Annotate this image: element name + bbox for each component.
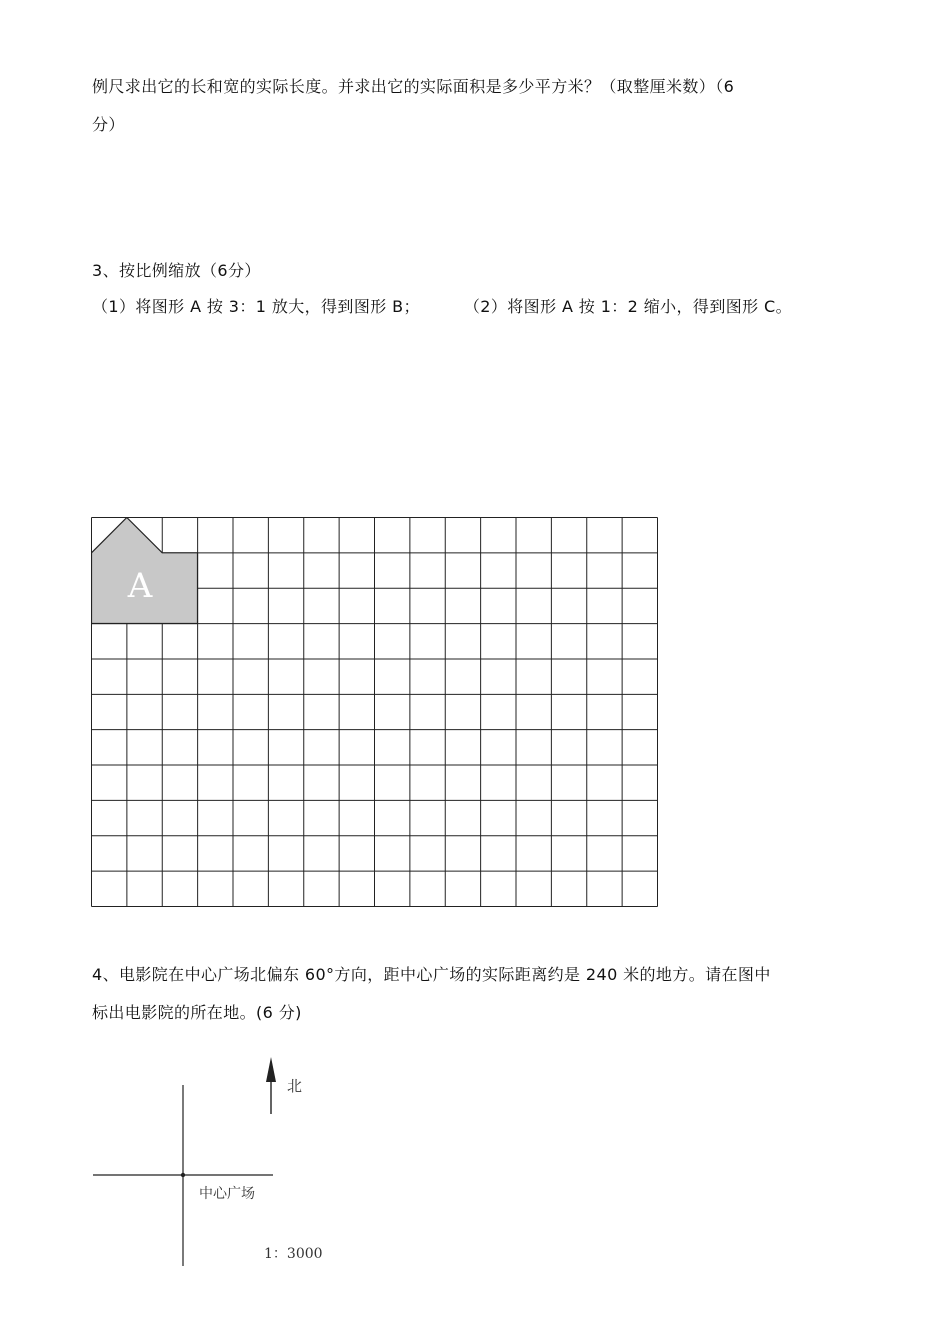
question-3-part-1: （1）将图形 A 按 3：1 放大，得到图形 B； xyxy=(92,297,420,316)
center-point xyxy=(181,1173,185,1177)
question-text-line-1: 例尺求出它的长和宽的实际长度。并求出它的实际面积是多少平方米？（取整厘米数）（6 xyxy=(92,77,735,96)
compass-figure xyxy=(90,1052,350,1272)
north-label: 北 xyxy=(287,1077,303,1095)
question-4-text-line-2: 标出电影院的所在地。(6 分) xyxy=(92,1003,302,1022)
scaling-grid xyxy=(91,517,659,908)
question-4-text-line-1: 4、电影院在中心广场北偏东 60°方向，距中心广场的实际距离约是 240 米的地方。请在图中 xyxy=(92,965,771,984)
center-label: 中心广场 xyxy=(199,1186,255,1202)
north-arrow-icon xyxy=(266,1057,276,1082)
question-3-part-2: （2）将图形 A 按 1：2 缩小，得到图形 C。 xyxy=(463,297,792,316)
question-3-title: 3、按比例缩放（6分） xyxy=(92,261,261,280)
shape-a-label: A xyxy=(127,566,153,606)
question-3-parts xyxy=(92,296,792,318)
question-text-line-2: 分） xyxy=(92,115,125,134)
scale-label: 1：3000 xyxy=(264,1246,323,1262)
